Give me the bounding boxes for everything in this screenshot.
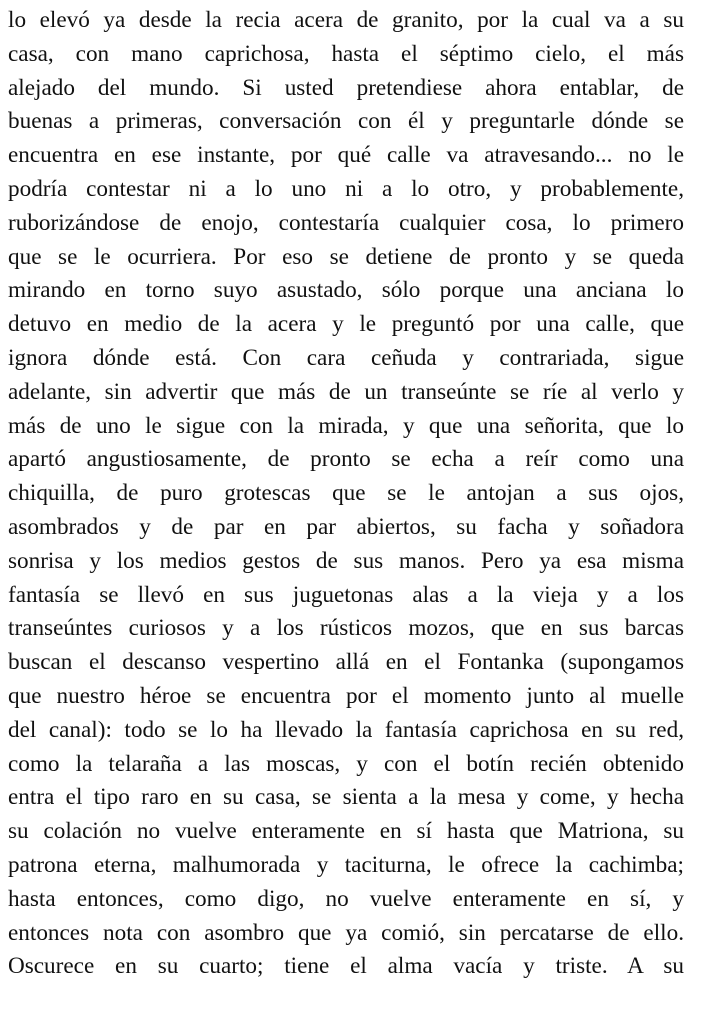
- text-line: detuvo en medio de la acera y le preguntó por una calle, que: [8, 311, 684, 338]
- text-line: patrona eterna, malhumorada y taciturna, le ofrece la cachimba;: [8, 851, 684, 878]
- text-line: ignora dónde está. Con cara ceñuda y contrariada, sigue: [8, 344, 684, 371]
- text-line: entra el tipo raro en su casa, se sienta a la mesa y come, y hecha: [8, 784, 684, 811]
- text-line: como la telaraña a las moscas, y con el botín recién obtenido: [8, 750, 684, 777]
- text-line: podría contestar ni a lo uno ni a lo otro, y probablemente,: [8, 175, 684, 202]
- text-line: fantasía se llevó en sus juguetonas alas a la vieja y a los: [8, 581, 684, 608]
- text-line: casa, con mano caprichosa, hasta el séptimo cielo, el más: [8, 40, 684, 67]
- document-page: [8, 4, 684, 984]
- text-line: chiquilla, de puro grotescas que se le antojan a sus ojos,: [8, 480, 684, 507]
- text-line: buscan el descanso vespertino allá en el Fontanka (supongamos: [8, 649, 684, 676]
- text-line: su colación no vuelve enteramente en sí hasta que Matriona, su: [8, 818, 684, 845]
- text-line: transeúntes curiosos y a los rústicos mozos, que en sus barcas: [8, 615, 684, 642]
- text-line: hasta entonces, como digo, no vuelve enteramente en sí, y: [8, 885, 684, 912]
- text-line: asombrados y de par en par abiertos, su facha y soñadora: [8, 513, 684, 540]
- text-line: Oscurece en su cuarto; tiene el alma vacía y triste. A su: [8, 953, 684, 980]
- text-line: del canal): todo se lo ha llevado la fantasía caprichosa en su red,: [8, 716, 684, 743]
- text-line: encuentra en ese instante, por qué calle va atravesando... no le: [8, 142, 684, 169]
- text-line: alejado del mundo. Si usted pretendiese ahora entablar, de: [8, 74, 684, 101]
- text-line: que nuestro héroe se encuentra por el momento junto al muelle: [8, 682, 684, 709]
- text-line: que se le ocurriera. Por eso se detiene de pronto y se queda: [8, 243, 684, 270]
- text-line: adelante, sin advertir que más de un transeúnte se ríe al verlo y: [8, 378, 684, 405]
- text-line: buenas a primeras, conversación con él y preguntarle dónde se: [8, 108, 684, 135]
- text-line: entonces nota con asombro que ya comió, sin percatarse de ello.: [8, 919, 684, 946]
- text-line: ruborizándose de enojo, contestaría cualquier cosa, lo primero: [8, 209, 684, 236]
- text-line: lo elevó ya desde la recia acera de granito, por la cual va a su: [8, 7, 684, 33]
- text-line: sonrisa y los medios gestos de sus manos. Pero ya esa misma: [8, 547, 684, 574]
- text-line: apartó angustiosamente, de pronto se echa a reír como una: [8, 446, 684, 473]
- text-line: mirando en torno suyo asustado, sólo porque una anciana lo: [8, 277, 684, 304]
- text-line: más de uno le sigue con la mirada, y que una señorita, que lo: [8, 412, 684, 439]
